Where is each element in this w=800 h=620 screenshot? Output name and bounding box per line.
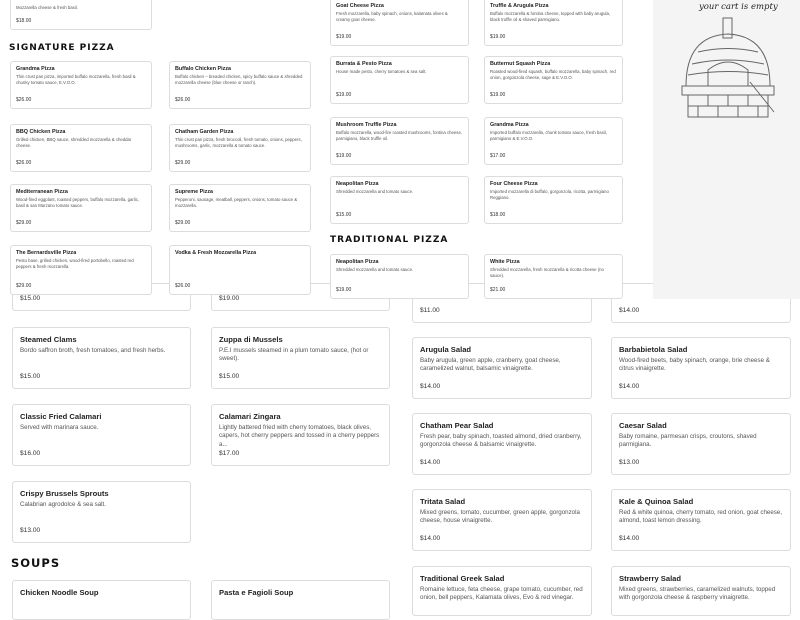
menu-item-name: Zuppa di Mussels	[219, 335, 283, 344]
menu-item-price: $14.00	[619, 535, 640, 542]
menu-item-name: Mediterranean Pizza	[16, 189, 68, 195]
menu-item-price: $26.00	[16, 160, 32, 166]
menu-item-name: Chicken Noodle Soup	[20, 588, 99, 597]
menu-item-description: Pesto base, grilled chicken, wood-fired portobello, roasted red peppers & fresh mozzarella.	[16, 258, 134, 269]
menu-item-description: Thin crust pan pizza, fresh broccoli, fresh tomato, onions, peppers, mushrooms, garlic, mozzarella & tomato sauce.	[175, 137, 302, 148]
menu-item-description: Buffalo chicken – breaded chicken, spicy buffalo sauce & shredded mozzarella cheese (blue cheese or ranch).	[175, 74, 303, 85]
menu-item-calamari-zingara[interactable]	[211, 404, 390, 466]
menu-item-name: Supreme Pizza	[175, 189, 214, 195]
menu-item-name: Pasta e Fagioli Soup	[219, 588, 294, 597]
menu-item-neapolitan-pizza-2[interactable]	[330, 254, 469, 299]
menu-item-name: Grandma Pizza	[16, 66, 55, 72]
menu-item-description: Lightly battered fried with cherry tomatoes, black olives, capers, hot cherry peppers and tossed in a cherry peppers a...	[219, 424, 380, 448]
menu-item-goat-cheese-pizza[interactable]	[330, 0, 469, 46]
menu-item-price: $19.00	[336, 34, 352, 40]
menu-item-price: $14.00	[420, 459, 441, 466]
menu-item-price: $16.00	[20, 450, 41, 457]
menu-item-price: $13.00	[619, 459, 640, 466]
menu-item-name: Grandma Pizza	[490, 122, 529, 128]
menu-item-name: Tritata Salad	[420, 497, 466, 506]
menu-item-description: Buffalo mozzarella & fontina cheese, topped with baby arugula, black truffle oil & shaved parmigiano.	[490, 11, 611, 22]
menu-item-tritata-salad[interactable]	[412, 489, 592, 551]
menu-item-buffalo-chicken-pizza[interactable]	[169, 61, 311, 109]
menu-item-pasta-e-fagioli-soup[interactable]	[211, 580, 390, 620]
menu-item-zuppa-di-mussels[interactable]	[211, 327, 390, 389]
menu-item-name: Mushroom Truffle Pizza	[336, 122, 397, 128]
menu-item-name: Classic Fried Calamari	[20, 412, 102, 421]
menu-item-description: Wood-fired beets, baby spinach, orange, brie cheese & citrus vinaigrette.	[619, 357, 770, 373]
menu-item-grandma-pizza-1[interactable]	[10, 61, 152, 109]
menu-item-price: $19.00	[490, 34, 506, 40]
menu-item-chicken-noodle-soup[interactable]	[12, 580, 191, 620]
menu-item-description: P.E.I mussels steamed in a plum tomato sauce, (hot or sweet).	[219, 347, 369, 363]
menu-item-description: Wood-fired eggplant, roasted peppers, buffalo mozzarella, garlic, basil & san Marzano tomato sauce.	[16, 197, 140, 208]
menu-item-price: $15.00	[20, 373, 41, 380]
menu-item-price: $26.00	[175, 97, 191, 103]
menu-item-price: $15.00	[20, 295, 41, 302]
menu-item-chatham-garden-pizza[interactable]	[169, 124, 311, 172]
menu-item-supreme-pizza[interactable]	[169, 184, 311, 232]
menu-item-name: Caesar Salad	[619, 421, 667, 430]
menu-item-price: $14.00	[619, 307, 640, 314]
menu-item-description: Mozzarella cheese & fresh basil.	[16, 5, 78, 10]
menu-item-price: $14.00	[420, 535, 441, 542]
menu-item-chatham-pear-salad[interactable]	[412, 413, 592, 475]
menu-item-kale-quinoa-salad[interactable]	[611, 489, 791, 551]
menu-item-price: $13.00	[20, 527, 41, 534]
menu-item-price: $29.00	[175, 160, 191, 166]
menu-item-name: Strawberry Salad	[619, 574, 682, 583]
menu-item-description: Baby arugula, green apple, cranberry, goat cheese, caramelized walnut, balsamic vinaigrette.	[420, 357, 561, 373]
menu-item-description: Red & white quinoa, cherry tomato, red onion, goat cheese, almond, toast lemon dressing.	[619, 509, 783, 525]
menu-item-name: Burrata & Pesto Pizza	[336, 61, 392, 67]
menu-item-description: Shredded mozzarella and tomato sauce.	[336, 267, 414, 272]
menu-item-barbabietola-salad[interactable]	[611, 337, 791, 399]
menu-item-name: Vodka & Fresh Mozzarella Pizza	[175, 250, 257, 256]
heading-signature-pizza: SIGNATURE PIZZA	[9, 43, 115, 53]
menu-item-price: $19.00	[336, 153, 352, 159]
menu-item-name: Arugula Salad	[420, 345, 472, 354]
menu-item-steamed-clams[interactable]	[12, 327, 191, 389]
menu-item-price: $19.00	[336, 92, 352, 98]
menu-item-description: Served with marinara sauce.	[20, 424, 99, 431]
menu-item-mediterranean-pizza[interactable]	[10, 184, 152, 232]
menu-item-description: Fresh pear, baby spinach, toasted almond, dried cranberry, gorgonzola cheese & balsamic vinaigrette.	[420, 433, 582, 449]
menu-item-price: $19.00	[219, 295, 240, 302]
menu-item-name: Goat Cheese Pizza	[336, 3, 384, 9]
menu-item-butternut-squash-pizza[interactable]	[484, 56, 623, 104]
menu-item-description: Pepperoni, sausage, meatball, peppers, onions, tomato sauce & mozzarella.	[175, 197, 298, 208]
menu-item-description: Shredded mozzarella and tomato sauce.	[336, 189, 414, 194]
menu-item-bernardsville-pizza[interactable]	[10, 245, 152, 295]
menu-item-name: Crispy Brussels Sprouts	[20, 489, 109, 498]
heading-soups: SOUPS	[11, 556, 61, 570]
menu-item-price: $11.00	[420, 307, 440, 314]
menu-item-price: $29.00	[175, 220, 191, 226]
menu-item-top-card-1[interactable]	[10, 0, 152, 30]
menu-item-price: $17.00	[219, 450, 240, 457]
heading-traditional-pizza: TRADITIONAL PIZZA	[330, 235, 449, 245]
menu-item-four-cheese-pizza[interactable]	[484, 176, 623, 224]
menu-item-description: House made pesto, cherry tomatoes & sea salt.	[336, 69, 427, 74]
menu-item-vodka-fresh-mozzarella-pizza[interactable]	[169, 245, 311, 295]
menu-item-description: Romaine lettuce, feta cheese, grape tomato, cucumber, red onion, bell peppers, Kalamata olives, Evo & red vinegar.	[420, 586, 583, 602]
menu-item-description: Buffalo mozzarella, wood-fire roasted mushrooms, fontina cheese, parmigiano, black truffle oil.	[336, 130, 463, 141]
menu-item-description: Grilled chicken, BBQ sauce, shredded mozzarella & cheddar cheese.	[16, 137, 132, 148]
menu-item-name: Calamari Zingara	[219, 412, 281, 421]
menu-item-price: $29.00	[16, 283, 32, 289]
menu-item-caesar-salad[interactable]	[611, 413, 791, 475]
pizza-oven-icon	[678, 12, 778, 124]
menu-item-price: $15.00	[219, 373, 240, 380]
menu-item-price: $26.00	[175, 283, 191, 289]
menu-item-truffle-arugula-pizza[interactable]	[484, 0, 623, 46]
menu-item-name: Butternut Squash Pizza	[490, 61, 551, 67]
menu-item-description: Mixed greens, tomato, cucumber, green apple, gorgonzola cheese, house vinaigrette.	[420, 509, 580, 525]
menu-item-description: Shredded mozzarella, fresh mozzarella & ricotta cheese (no sauce).	[490, 267, 604, 278]
menu-item-price: $26.00	[16, 97, 32, 103]
menu-item-strawberry-salad[interactable]	[611, 566, 791, 616]
menu-item-name: Buffalo Chicken Pizza	[175, 66, 232, 72]
menu-item-description: Fresh mozzarella, baby spinach, onions, kalamata olives & creamy goat cheese.	[336, 11, 448, 22]
menu-item-description: Baby romaine, parmesan crisps, croutons, shaved parmigiana.	[619, 433, 757, 449]
menu-item-name: Steamed Clams	[20, 335, 77, 344]
menu-item-description: Imported buffalo mozzarella, chunk tomato sauce, fresh basil, parmigiano & E.V.O.O.	[490, 130, 607, 141]
menu-item-crispy-brussels-sprouts[interactable]	[12, 481, 191, 543]
menu-item-bbq-chicken-pizza[interactable]	[10, 124, 152, 172]
menu-item-description: Thin crust pan pizza, imported buffalo mozzarella, fresh basil & chunky tomato sauce, E.V.O.O.	[16, 74, 136, 85]
menu-item-name: Four Cheese Pizza	[490, 181, 538, 187]
menu-item-name: Barbabietola Salad	[619, 345, 688, 354]
menu-item-price: $15.00	[336, 212, 352, 218]
menu-item-mushroom-truffle-pizza[interactable]	[330, 117, 469, 165]
menu-item-description: Roasted wood-fired squash, buffalo mozzarella, baby spinach, red onion, gorgonzola cheese, sage & E.V.O.O.	[490, 69, 616, 80]
menu-item-price: $21.00	[490, 287, 506, 293]
menu-item-classic-fried-calamari[interactable]	[12, 404, 191, 466]
menu-item-description: Bordo saffron broth, fresh tomatoes, and fresh herbs.	[20, 347, 166, 354]
menu-item-name: Truffle & Arugula Pizza	[490, 3, 549, 9]
menu-item-neapolitan-pizza-1[interactable]	[330, 176, 469, 224]
menu-item-price: $18.00	[16, 18, 32, 24]
menu-item-description: Mixed greens, strawberries, caramelized walnuts, topped with gorgonzola cheese & raspberry vinaigrette.	[619, 586, 776, 602]
menu-item-price: $18.00	[490, 212, 506, 218]
menu-item-grandma-pizza-2[interactable]	[484, 117, 623, 165]
menu-item-name: Kale & Quinoa Salad	[619, 497, 694, 506]
menu-item-price: $14.00	[619, 383, 640, 390]
menu-item-white-pizza[interactable]	[484, 254, 623, 299]
menu-item-price: $17.00	[490, 153, 506, 159]
menu-item-name: Traditional Greek Salad	[420, 574, 505, 583]
menu-item-price: $19.00	[336, 287, 352, 293]
menu-item-description: Calabrian agrodolce & sea salt.	[20, 501, 106, 508]
menu-item-price: $19.00	[490, 92, 506, 98]
menu-item-name: Chatham Garden Pizza	[175, 129, 234, 135]
menu-item-name: The Bernardsville Pizza	[16, 250, 77, 256]
menu-item-name: Chatham Pear Salad	[420, 421, 494, 430]
menu-item-name: BBQ Chicken Pizza	[16, 129, 66, 135]
menu-item-burrata-pesto-pizza[interactable]	[330, 56, 469, 104]
cart-panel	[653, 0, 800, 299]
menu-item-price: $29.00	[16, 220, 32, 226]
menu-item-name: Neapolitan Pizza	[336, 181, 379, 187]
menu-item-price: $14.00	[420, 383, 441, 390]
menu-item-name: Neapolitan Pizza	[336, 259, 379, 265]
menu-item-traditional-greek-salad[interactable]	[412, 566, 592, 616]
menu-item-arugula-salad[interactable]	[412, 337, 592, 399]
cart-empty-text: your cart is empty	[699, 2, 778, 12]
menu-item-name: White Pizza	[490, 259, 520, 265]
menu-item-description: Imported mozzarella di buffalo, gorgonzola, ricotta, parmigiano Reggiano.	[490, 189, 609, 200]
